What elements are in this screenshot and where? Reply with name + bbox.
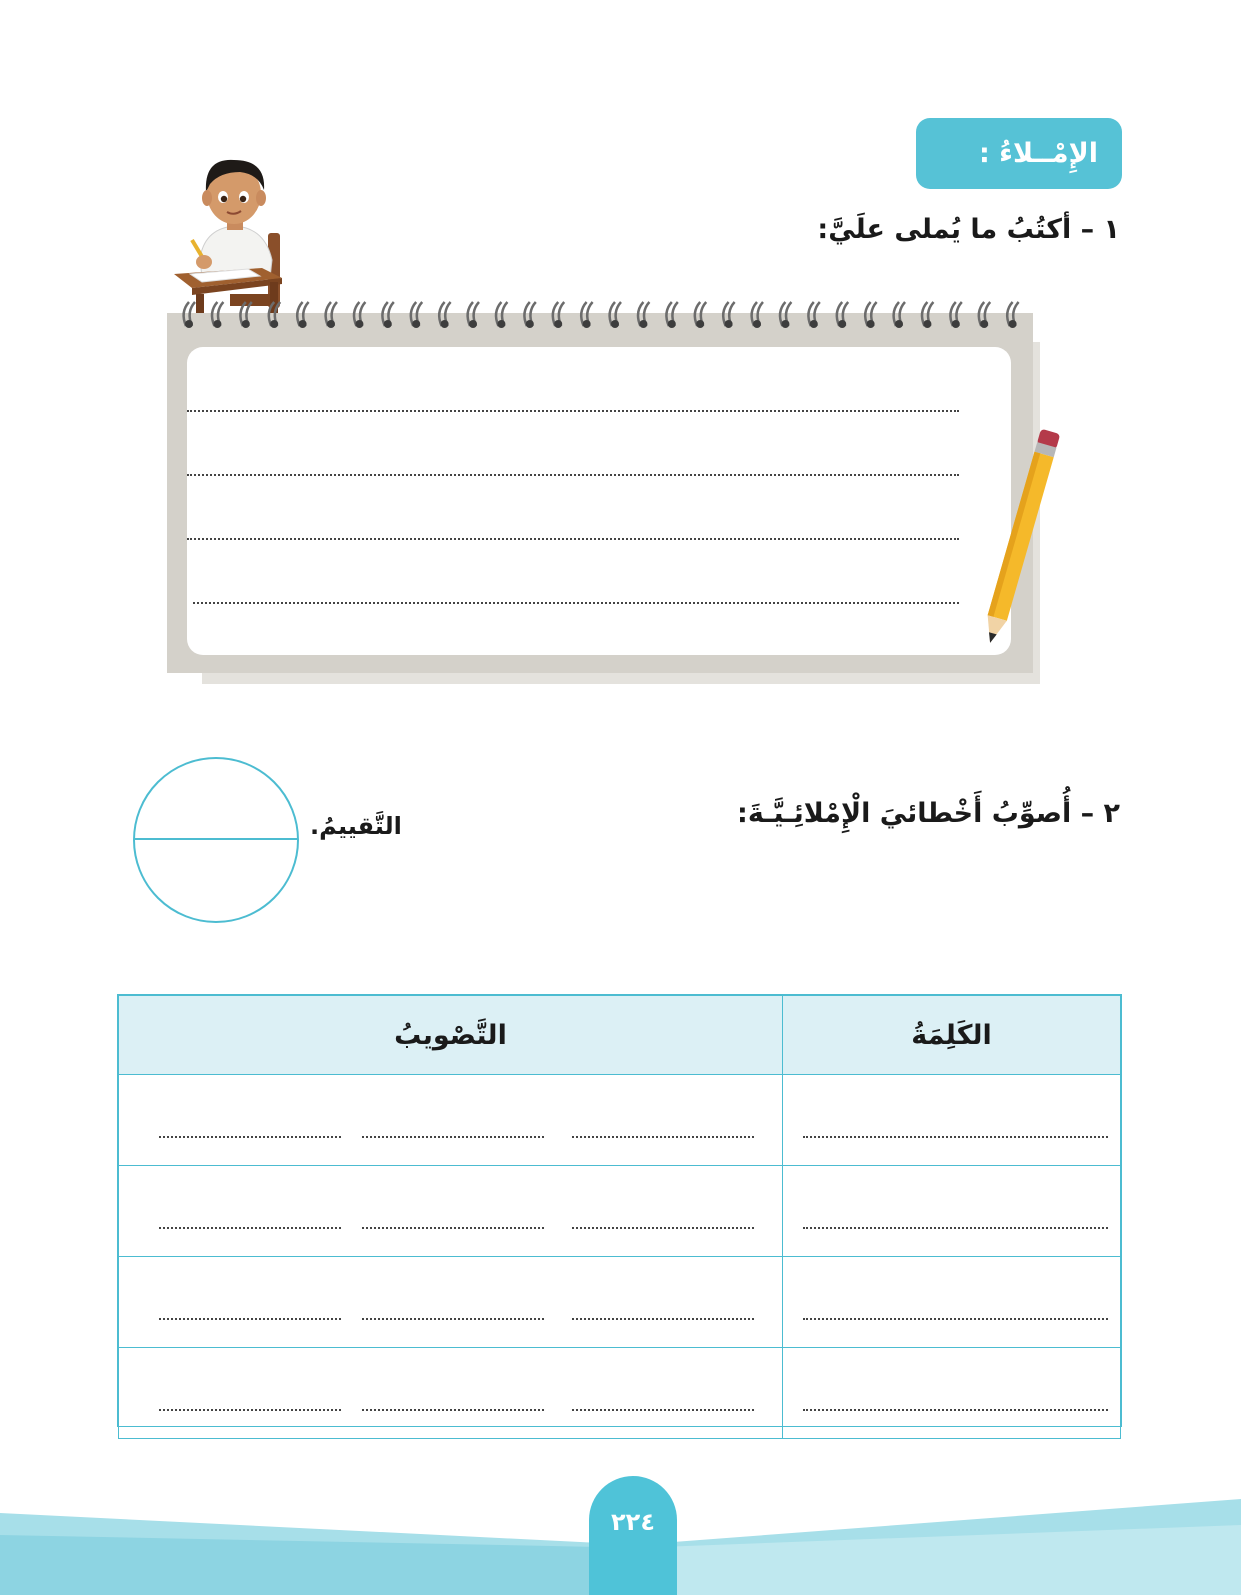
correction-cell[interactable] bbox=[119, 1348, 783, 1439]
question-1-text: أكتُبُ ما يُملى علَيَّ: bbox=[817, 214, 1072, 245]
correction-blank-2[interactable] bbox=[362, 1227, 544, 1229]
spiral-ring bbox=[979, 302, 990, 328]
correction-cell[interactable] bbox=[119, 1166, 783, 1257]
spiral-ring bbox=[382, 302, 393, 328]
spiral-ring bbox=[411, 302, 422, 328]
question-2-text: أُصوِّبُ أَخْطائيَ الْإِمْلائِـيَّـةَ: bbox=[737, 798, 1072, 829]
spiral-ring bbox=[439, 302, 450, 328]
spiral-ring bbox=[950, 302, 961, 328]
spiral-binding bbox=[176, 300, 1028, 330]
word-cell[interactable] bbox=[783, 1075, 1121, 1166]
writing-line-4[interactable] bbox=[193, 602, 959, 604]
spiral-ring bbox=[780, 302, 791, 328]
notebook-writing-area[interactable] bbox=[187, 347, 1011, 655]
spiral-ring bbox=[553, 302, 564, 328]
correction-blank-2[interactable] bbox=[362, 1136, 544, 1138]
word-cell[interactable] bbox=[783, 1257, 1121, 1348]
table-row bbox=[119, 1166, 1121, 1257]
spiral-ring bbox=[922, 302, 933, 328]
spiral-ring bbox=[269, 302, 280, 328]
spiral-ring bbox=[326, 302, 337, 328]
spiral-ring bbox=[524, 302, 535, 328]
spiral-ring bbox=[610, 302, 621, 328]
spiral-ring bbox=[808, 302, 819, 328]
page-number: ٢٢٤ bbox=[589, 1476, 677, 1595]
evaluation-score-circle[interactable] bbox=[131, 755, 301, 925]
section-title-text: الإِمْــلاءُ : bbox=[978, 138, 1098, 169]
word-cell[interactable] bbox=[783, 1348, 1121, 1439]
word-blank[interactable] bbox=[803, 1136, 1108, 1138]
correction-blank-2[interactable] bbox=[362, 1409, 544, 1411]
section-title bbox=[916, 118, 1122, 189]
correction-blank-2[interactable] bbox=[362, 1318, 544, 1320]
header-word: الكَلِمَةُ bbox=[783, 996, 1121, 1075]
correction-blank-1[interactable] bbox=[572, 1227, 754, 1229]
spiral-ring bbox=[894, 302, 905, 328]
evaluation-label: التَّقييمُ. bbox=[310, 812, 402, 840]
corrections-table bbox=[117, 994, 1122, 1427]
spiral-ring bbox=[666, 302, 677, 328]
spiral-ring bbox=[638, 302, 649, 328]
header-correction: التَّصْويبُ bbox=[119, 996, 783, 1075]
spiral-ring bbox=[695, 302, 706, 328]
correction-blank-3[interactable] bbox=[159, 1136, 341, 1138]
correction-blank-1[interactable] bbox=[572, 1409, 754, 1411]
spiral-ring bbox=[865, 302, 876, 328]
spiral-ring bbox=[837, 302, 848, 328]
table-row bbox=[119, 1075, 1121, 1166]
writing-line-2[interactable] bbox=[187, 474, 959, 476]
correction-blank-3[interactable] bbox=[159, 1318, 341, 1320]
table-row bbox=[119, 1348, 1121, 1439]
question-1-heading bbox=[817, 214, 1120, 245]
spiral-ring bbox=[581, 302, 592, 328]
correction-cell[interactable] bbox=[119, 1075, 783, 1166]
writing-line-1[interactable] bbox=[187, 410, 959, 412]
spiral-ring bbox=[752, 302, 763, 328]
question-2-number: ٢ – bbox=[1080, 798, 1120, 829]
question-1-number: ١ – bbox=[1080, 214, 1120, 245]
spiral-ring bbox=[297, 302, 308, 328]
spiral-ring bbox=[212, 302, 223, 328]
boy-writing-illustration bbox=[170, 148, 300, 313]
correction-blank-1[interactable] bbox=[572, 1318, 754, 1320]
correction-blank-1[interactable] bbox=[572, 1136, 754, 1138]
word-blank[interactable] bbox=[803, 1318, 1108, 1320]
table-row bbox=[119, 1257, 1121, 1348]
word-blank[interactable] bbox=[803, 1227, 1108, 1229]
writing-line-3[interactable] bbox=[187, 538, 959, 540]
table-header-row bbox=[119, 996, 1121, 1075]
spiral-ring bbox=[1007, 302, 1018, 328]
pencil-icon bbox=[975, 415, 1065, 655]
word-blank[interactable] bbox=[803, 1409, 1108, 1411]
correction-blank-3[interactable] bbox=[159, 1409, 341, 1411]
spiral-ring bbox=[723, 302, 734, 328]
word-cell[interactable] bbox=[783, 1166, 1121, 1257]
correction-cell[interactable] bbox=[119, 1257, 783, 1348]
spiral-ring bbox=[468, 302, 479, 328]
correction-blank-3[interactable] bbox=[159, 1227, 341, 1229]
spiral-ring bbox=[496, 302, 507, 328]
spiral-ring bbox=[354, 302, 365, 328]
spiral-ring bbox=[240, 302, 251, 328]
question-2-heading bbox=[737, 798, 1120, 829]
spiral-ring bbox=[184, 302, 195, 328]
